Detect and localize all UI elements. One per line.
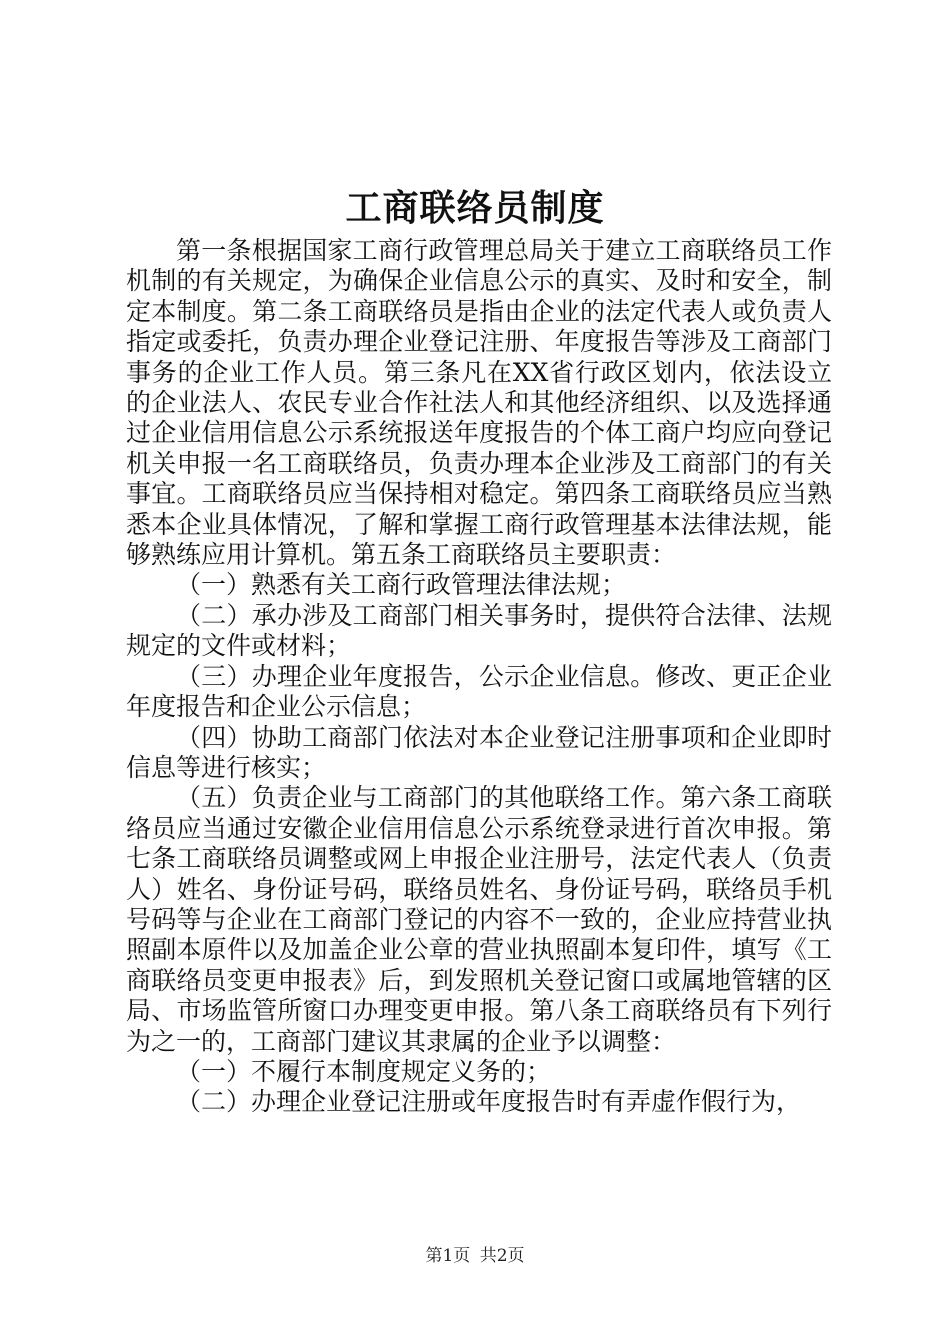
document-body <box>126 236 832 1118</box>
paragraph-duty-4: （四）协助工商部门依法对本企业登记注册事项和企业即时信息等进行核实； <box>126 722 832 782</box>
document-title: 工商联络员制度 <box>345 187 605 229</box>
paragraph-duty-3: （三）办理企业年度报告，公示企业信息。修改、更正企业年度报告和企业公示信息； <box>126 661 832 722</box>
paragraph-duty-5-articles-6-8: （五）负责企业与工商部门的其他联络工作。第六条工商联络员应当通过安徽企业信用信息公示系统登录进行首次申报。第七条工商联络员调整或网上申报企业注册号，法定代表人（负责人）姓名、身份证号码，联络员姓名、身份证号码，联络员手机号码等与企业在工商部门登记的内容不一致的，企业应持营业执照副本原件以及加盖企业公章的营业执照副本复印件，填写《工商联络员变更申报表》后，到发照机关登记窗口或属地管辖的区局、市场监管所窗口办理变更申报。第八条工商联络员有下列行为之一的，工商部门建议其隶属的企业予以调整： <box>126 783 832 1056</box>
page-footer <box>0 1244 950 1268</box>
page-number: 第1页 <box>425 1246 471 1266</box>
paragraph-articles-1-5: 第一条根据国家工商行政管理总局关于建立工商联络员工作机制的有关规定，为确保企业信息公示的真实、及时和安全，制定本制度。第二条工商联络员是指由企业的法定代表人或负责人指定或委托，负责办理企业登记注册、年度报告等涉及工商部门事务的企业工作人员。第三条凡在XX省行政区划内，依法设立的企业法人、农民专业合作社法人和其他经济组织、以及选择通过企业信用信息公示系统报送年度报告的个体工商户均应向登记机关申报一名工商联络员，负责办理本企业涉及工商部门的有关事宜。工商联络员应当保持相对稳定。第四条工商联络员应当熟悉本企业具体情况，了解和掌握工商行政管理基本法律法规，能够熟练应用计算机。第五条工商联络员主要职责： <box>126 236 832 570</box>
paragraph-violation-1: （一）不履行本制度规定义务的； <box>176 1056 552 1086</box>
page-total: 共2页 <box>479 1246 525 1266</box>
paragraph-violation-2: （二）办理企业登记注册或年度报告时有弄虚作假行为， <box>176 1087 802 1117</box>
paragraph-duty-1: （一）熟悉有关工商行政管理法律法规； <box>176 570 627 600</box>
paragraph-duty-2: （二）承办涉及工商部门相关事务时，提供符合法律、法规规定的文件或材料； <box>126 600 832 661</box>
